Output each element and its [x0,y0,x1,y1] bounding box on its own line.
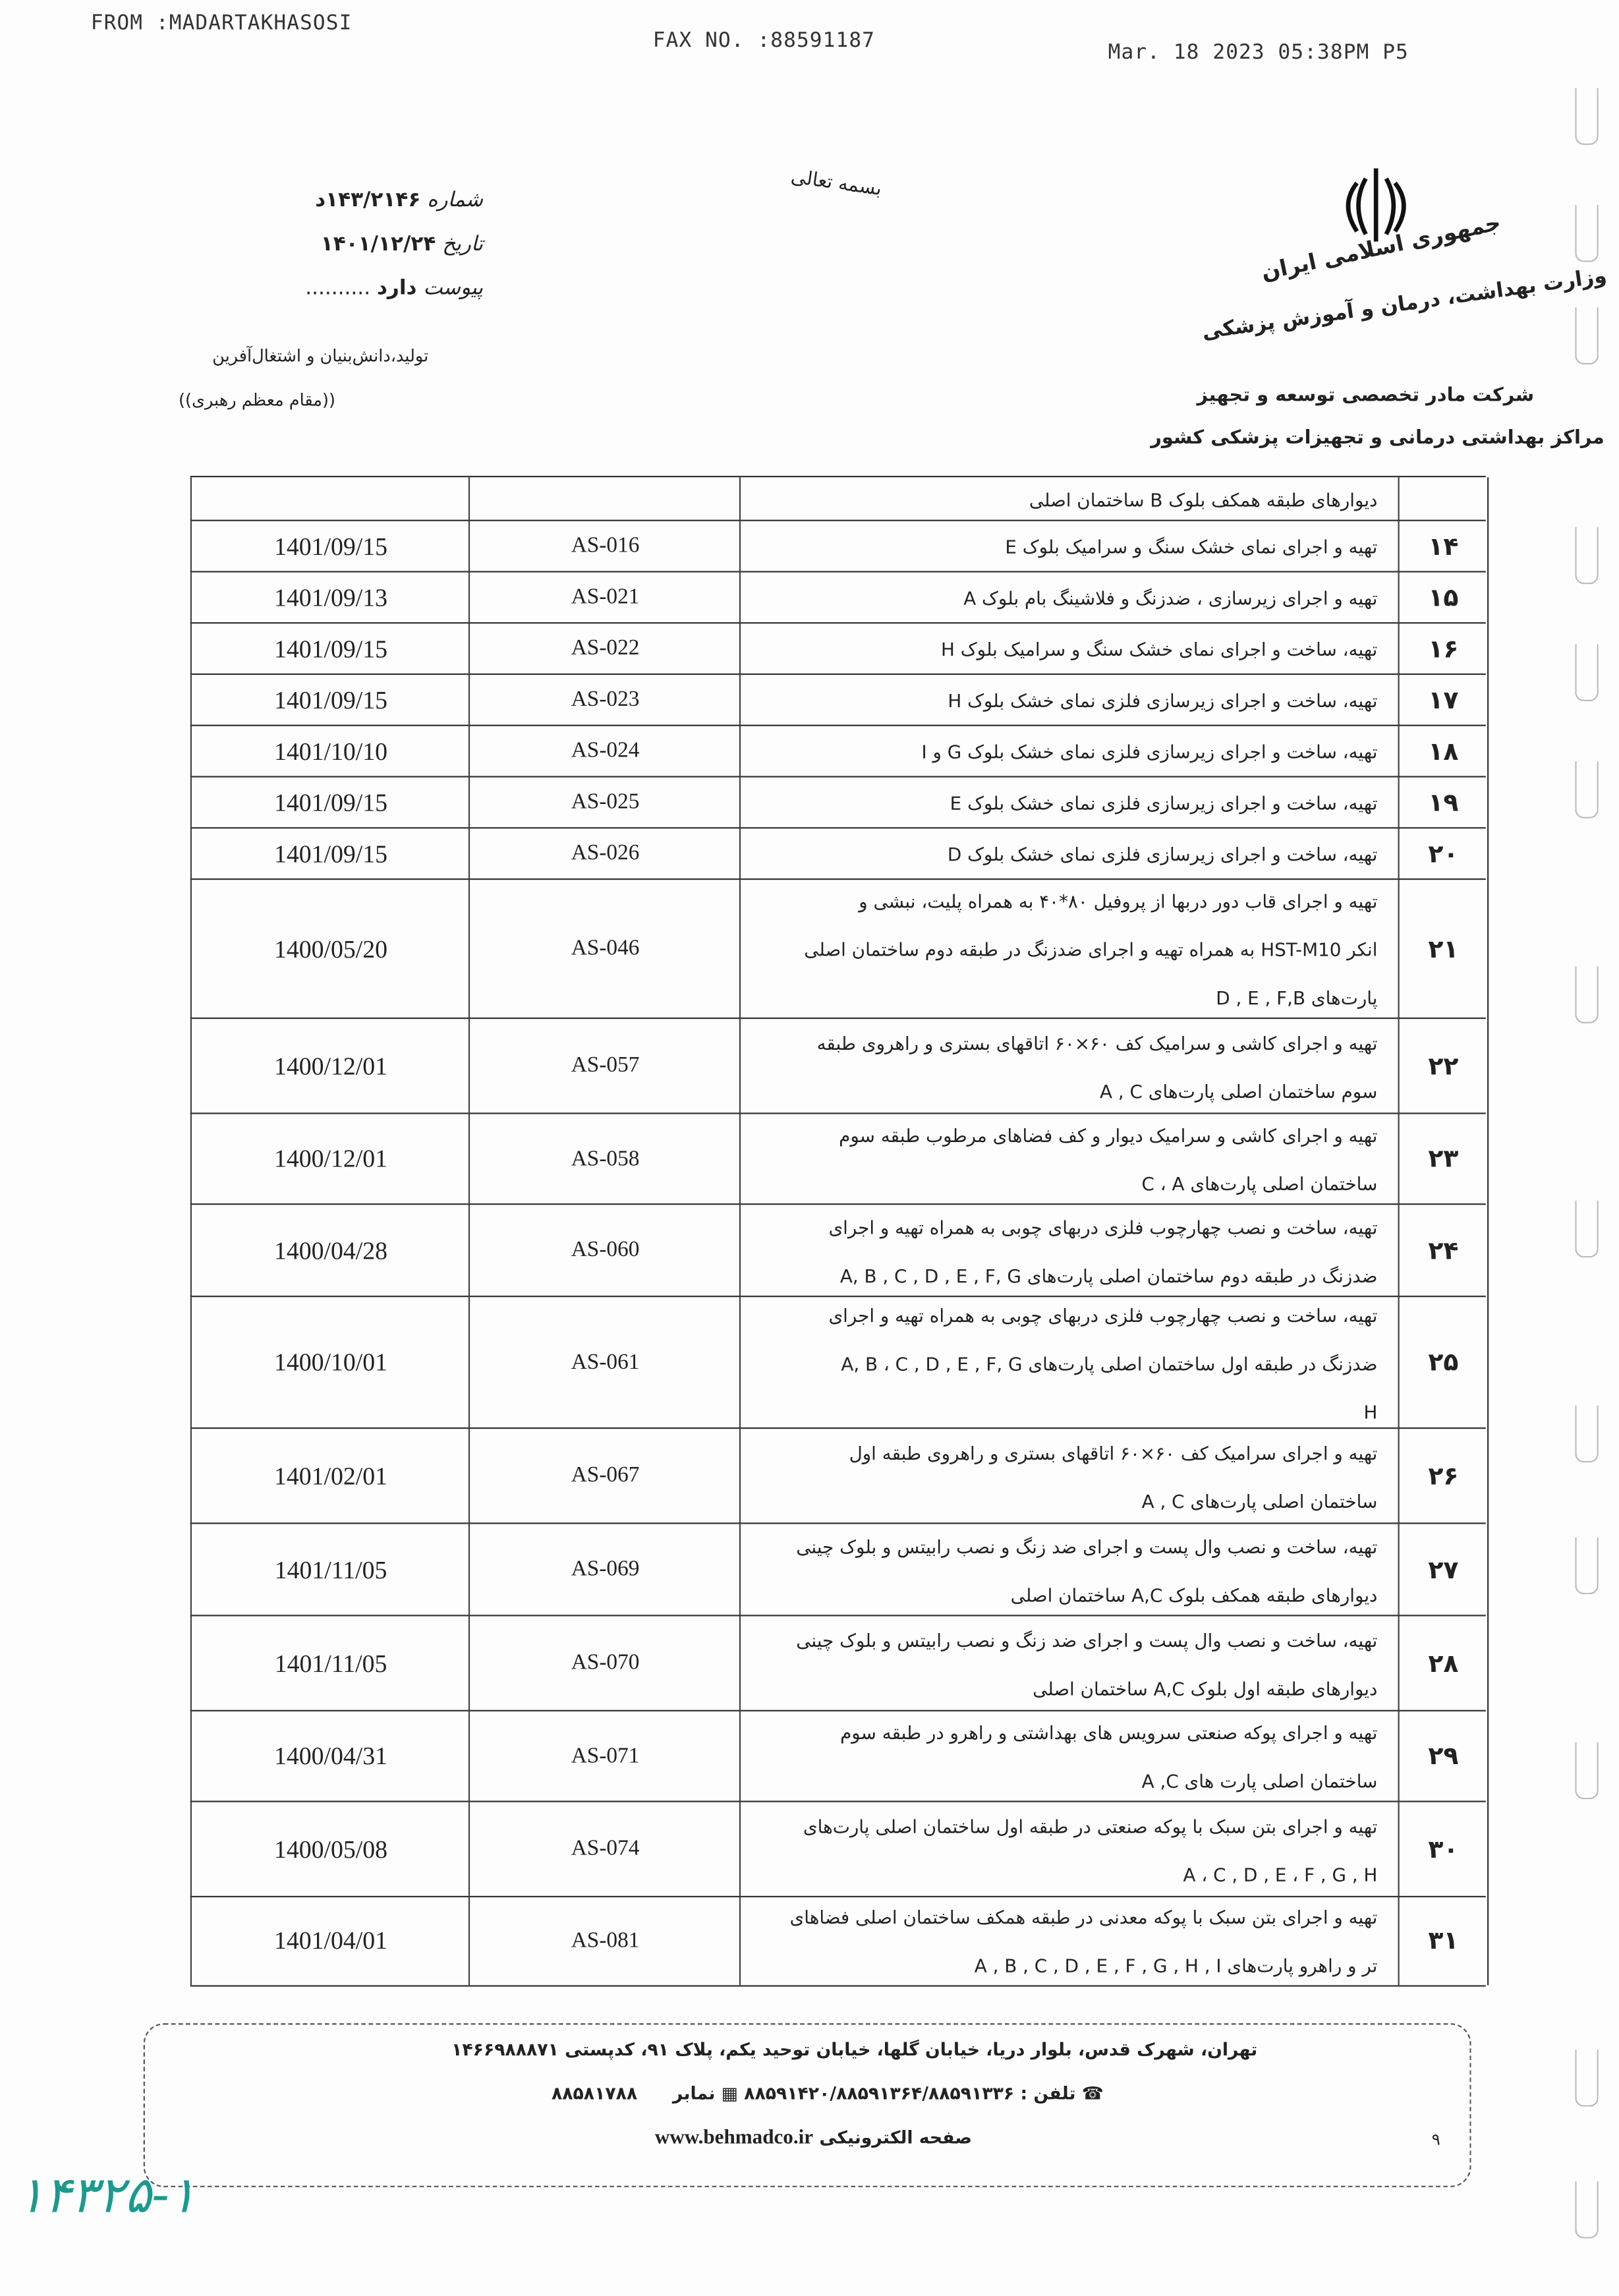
row-date: 1401/02/01 [190,1429,470,1524]
description-line: ساختمان اصلی پارت‌های A , C [1141,1489,1378,1512]
row-date: 1400/05/08 [190,1802,470,1897]
description-line: تر و راهرو پارت‌های A , B , C , D , E , F , G , H , I [974,1954,1378,1977]
description-line: تهیه، ساخت و اجرای زیرسازی فلزی نمای خشک بلوک H [948,689,1378,712]
binder-hole [1575,761,1599,818]
number-value: ۱۴۳/۲۱۴۶د [315,188,421,213]
row-number: ۲۲ [1398,1019,1489,1114]
row-description [739,1297,1398,1429]
row-code [469,477,741,521]
row-code: AS-071 [469,1711,741,1802]
description-line: تهیه و اجرای بتن سبک با پوکه معدنی در طبقه همکف ساختمان اصلی فضاهای [789,1906,1378,1928]
binder-hole [1575,966,1599,1023]
row-number: ۲۳ [1398,1114,1489,1205]
row-description [739,1205,1398,1297]
row-number: ۲۸ [1398,1617,1489,1711]
row-date: 1401/11/05 [190,1524,470,1617]
row-code: AS-060 [469,1205,741,1297]
table-row [190,1522,1486,1616]
description-line: تهیه و اجرای کاشی و سرامیک دیوار و کف فضاهای مرطوب طبقه سوم [839,1124,1378,1147]
table-row [190,725,1486,778]
row-code: AS-070 [469,1617,741,1711]
description-line: دیوارهای طبقه همکف بلوک B ساختمان اصلی [1029,488,1378,511]
phone-numbers: ۸۸۵۹۱۴۲۰/۸۸۵۹۱۳۶۴/۸۸۵۹۱۳۳۶ [744,2083,1015,2104]
table-row [190,827,1486,880]
bismillah: بسمه تعالی [789,166,884,201]
row-description [739,1114,1398,1205]
row-description [739,778,1398,829]
table-row [190,1112,1486,1205]
row-number: ۳۰ [1398,1802,1489,1897]
row-date: 1400/10/01 [190,1297,470,1429]
description-line: تهیه، ساخت و اجرای زیرسازی فلزی نمای خشک بلوک D [947,843,1378,865]
row-description [739,1617,1398,1711]
table-row [190,1800,1486,1897]
row-date: 1400/12/01 [190,1114,470,1205]
row-number: ۲۰ [1398,828,1489,880]
row-number: ۲۴ [1398,1205,1489,1297]
description-line: تهیه و اجرای نمای خشک سنگ و سرامیک بلوک E [1005,536,1378,558]
row-number: ۲۵ [1398,1297,1489,1429]
row-code: AS-081 [469,1897,741,1985]
fax-from: FROM :MADARTAKHASOSI [90,11,353,36]
table-row [190,1018,1486,1114]
description-line: دیوارهای طبقه همکف بلوک A,C ساختمان اصلی [1010,1583,1378,1605]
row-description [739,1019,1398,1114]
footer-box [144,2023,1471,2187]
row-date: 1401/09/13 [190,573,470,624]
country-name: جمهوری اسلامی ایران [1259,209,1504,286]
row-date: 1400/05/20 [190,880,470,1019]
description-line: پارت‌های D , E , F,B [1216,987,1378,1009]
row-description [739,726,1398,778]
table-row [190,1427,1486,1524]
row-code: AS-058 [469,1114,741,1205]
binder-hole [1575,1742,1599,1800]
company-line-2: مراکز بهداشتی درمانی و تجهیزات پزشکی کشور [1150,427,1605,450]
description-line: تهیه، ساخت و نصب چهارچوب فلزی دربهای چوبی به همراه تهیه و اجرای [828,1215,1378,1238]
description-line: تهیه، ساخت و اجرای زیرسازی فلزی نمای خشک بلوک E [950,791,1378,815]
table-row [190,622,1486,675]
page-mark: ۹ [1431,2130,1440,2150]
binder-hole [1575,308,1599,365]
table-row [190,1203,1486,1297]
binder-hole [1575,2181,1599,2239]
row-description [739,828,1398,880]
binder-hole [1575,527,1599,585]
fax-value: ۸۸۵۸۱۷۸۸ [551,2083,638,2104]
phone-label: تلفن : [1020,2083,1076,2104]
row-date: 1400/04/31 [190,1711,470,1802]
website-link[interactable]: www.behmadco.ir [654,2127,814,2150]
table-row [190,1296,1486,1429]
binder-hole [1575,88,1599,145]
row-date: 1400/12/01 [190,1019,470,1114]
attachment-value: دارد [376,276,417,301]
letter-attachment: پیوست دارد .......... [305,276,484,301]
row-number: ۲۶ [1398,1429,1489,1524]
table-row [190,674,1486,726]
row-number: ۱۴ [1398,521,1489,573]
row-code: AS-024 [469,726,741,778]
description-line: سوم ساختمان اصلی پارت‌های A , C [1100,1079,1378,1102]
footer-address: تهران، شهرک قدس، بلوار دریا، خیابان گلها، خیابان توحید یکم، پلاک ۹۱، کدپستی ۱۴۶۶۹۸۸۸۷۱ [451,2039,1258,2060]
row-code: AS-074 [469,1802,741,1897]
row-description [739,623,1398,675]
description-line: تهیه و اجرای پوکه صنعتی سرویس های بهداشتی و راهرو در طبقه سوم [840,1721,1378,1744]
slogan-source: ((مقام معظم رهبری)) [179,389,335,411]
row-number: ۱۶ [1398,623,1489,675]
description-line: تهیه و اجرای بتن سبک با پوکه صنعتی در طبقه اول ساختمان اصلی پارت‌های [803,1814,1378,1837]
description-line: تهیه و اجرای زیرسازی ، ضدزنگ و فلاشینگ بام بلوک A [963,587,1378,610]
table-row [190,776,1486,828]
table-row [190,878,1486,1019]
row-code: AS-023 [469,675,741,726]
row-code: AS-026 [469,828,741,880]
row-description [739,477,1398,521]
row-date: 1401/09/15 [190,623,470,675]
phone-icon: ☎ [1081,2083,1104,2104]
row-code: AS-021 [469,573,741,624]
footer-web [655,2127,972,2151]
row-date: 1400/04/28 [190,1205,470,1297]
row-number: ۱۷ [1398,675,1489,726]
row-date: 1401/09/15 [190,521,470,573]
row-number: ۲۱ [1398,880,1489,1019]
row-date: 1401/10/10 [190,726,470,778]
fax-timestamp: Mar. 18 2023 05:38PM P5 [1108,41,1409,65]
description-line: تهیه، ساخت و نصب چهارچوب فلزی دربهای چوبی به همراه تهیه و اجرای [828,1304,1378,1326]
row-number: ۱۵ [1398,573,1489,624]
row-number: ۲۷ [1398,1524,1489,1617]
row-date: 1401/09/15 [190,778,470,829]
row-description [739,1711,1398,1802]
row-code: AS-061 [469,1297,741,1429]
table-row [190,1710,1486,1802]
web-label: صفحه الکترونیکی [819,2127,973,2148]
row-code: AS-057 [469,1019,741,1114]
description-line: تهیه و اجرای قاب دور دربها از پروفیل ۸۰*۴۰ به همراه پلیت، نبشی و [859,890,1378,912]
row-description [739,1897,1398,1985]
description-line: ساختمان اصلی پارت‌های C ، A [1141,1172,1378,1195]
date-value: ۱۴۰۱/۱۲/۲۴ [320,233,436,256]
table-row [190,476,1486,521]
row-number [1398,477,1489,521]
letter-meta [249,179,483,310]
date-label: تاریخ [442,233,484,256]
binder-hole [1575,1201,1599,1258]
row-date: 1401/09/15 [190,675,470,726]
row-number: ۱۹ [1398,778,1489,829]
row-description [739,1524,1398,1617]
description-line: H [1363,1400,1378,1423]
row-code: AS-067 [469,1429,741,1524]
table-row [190,520,1486,573]
description-line: انکر HST-M10 به همراه تهیه و اجرای ضدزنگ در طبقه دوم ساختمان اصلی [804,938,1378,961]
row-date: 1401/09/15 [190,828,470,880]
description-line: تهیه، ساخت و اجرای زیرسازی فلزی نمای خشک بلوک G و I [921,741,1378,763]
description-line: دیوارهای طبقه اول بلوک A,C ساختمان اصلی [1033,1677,1378,1700]
letter-date [249,223,483,267]
description-line: تهیه، ساخت و نصب وال پست و اجرای ضد زنگ و نصب رابیتس و بلوک چینی [796,1535,1378,1557]
slogan: تولید،دانش‌بنیان و اشتغال‌آفرین [212,345,429,366]
row-description [739,1802,1398,1897]
handwritten-note: ۱۴۳۲۵-۱ [17,2166,196,2225]
binder-hole [1575,644,1599,701]
description-line: ساختمان اصلی پارت های A ,C [1141,1769,1378,1793]
description-line: ضدزنگ در طبقه دوم ساختمان اصلی پارت‌های A, B , C , D , E , F, G [839,1264,1378,1286]
description-line: ضدزنگ در طبقه اول ساختمان اصلی پارت‌های A, B ، C , D , E , F, G [841,1352,1378,1374]
fax-label: نمابر [672,2083,716,2104]
description-line: A ، C , D , E ، F , G , H [1183,1862,1378,1885]
row-date: 1401/11/05 [190,1617,470,1711]
description-line: تهیه و اجرای سرامیک کف ۶۰×۶۰ اتاقهای بستری و راهروی طبقه اول [849,1441,1378,1464]
row-description [739,1429,1398,1524]
row-description [739,573,1398,624]
binder-hole [1575,1537,1599,1595]
description-line: تهیه، ساخت و نصب وال پست و اجرای ضد زنگ و نصب رابیتس و بلوک چینی [796,1628,1378,1651]
description-line: تهیه، ساخت و اجرای نمای خشک سنگ و سرامیک بلوک H [941,638,1378,660]
row-code: AS-046 [469,880,741,1019]
table-row [190,1896,1486,1987]
attachment-label: پیوست [423,276,484,301]
row-description [739,675,1398,726]
binder-hole [1575,1406,1599,1463]
row-number: ۲۹ [1398,1711,1489,1802]
row-date [190,477,470,521]
row-number: ۱۸ [1398,726,1489,778]
number-label: شماره [427,188,484,213]
table-row [190,571,1486,623]
row-date: 1401/04/01 [190,1897,470,1985]
table-row [190,1615,1486,1711]
description-line: تهیه و اجرای کاشی و سرامیک کف ۶۰×۶۰ اتاقهای بستری و راهروی طبقه [816,1031,1378,1054]
binder-hole [1575,2050,1599,2107]
fax-icon: ▦ [721,2083,738,2104]
row-code: AS-016 [469,521,741,573]
footer-phones [552,2083,1104,2104]
letter-number [249,179,483,223]
ministry-name: وزارت بهداشت، درمان و آموزش پزشکی [1201,264,1608,345]
binder-hole [1575,205,1599,262]
row-code: AS-022 [469,623,741,675]
row-code: AS-025 [469,778,741,829]
company-line-1: شرکت مادر تخصصی توسعه و تجهیز [1197,385,1535,407]
row-code: AS-069 [469,1524,741,1617]
row-description [739,521,1398,573]
fax-number: FAX NO. :88591187 [652,29,876,53]
row-description [739,880,1398,1019]
row-number: ۳۱ [1398,1897,1489,1985]
